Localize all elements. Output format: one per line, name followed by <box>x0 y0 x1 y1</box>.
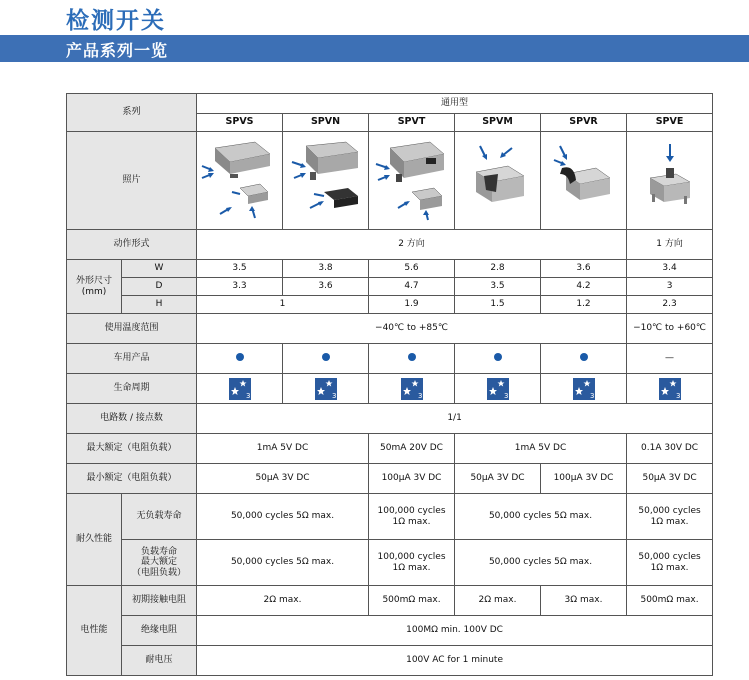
dim-h-label: H <box>122 296 197 314</box>
contact-spvs-spvn: 2Ω max. <box>197 586 369 616</box>
insulation-label: 绝缘电阻 <box>122 616 197 646</box>
model-spvn: SPVN <box>283 114 369 132</box>
durability-label: 耐久性能 <box>67 494 122 586</box>
temp-range-spve: −10℃ to +60℃ <box>627 314 713 344</box>
dim-w-spve: 3.4 <box>627 260 713 278</box>
model-spvt: SPVT <box>369 114 455 132</box>
section-title: 产品系列一览 <box>66 41 169 60</box>
lifecycle-stage-icon <box>487 378 509 400</box>
auto-spvn <box>283 344 369 374</box>
lifecycle-stage-icon <box>229 378 251 400</box>
dim-h-spvr: 1.2 <box>541 296 627 314</box>
svg-text:3: 3 <box>589 391 594 400</box>
noload-life-spve: 50,000 cycles 1Ω max. <box>627 494 713 540</box>
noload-life-label: 无负载寿命 <box>122 494 197 540</box>
dim-w-spvt: 5.6 <box>369 260 455 278</box>
switch-photo-spvt <box>372 134 452 224</box>
dim-h-spvm: 1.5 <box>455 296 541 314</box>
load-life-spvs-spvn: 50,000 cycles 5Ω max. <box>197 540 369 586</box>
max-rating-spvt: 50mA 20V DC <box>369 434 455 464</box>
load-life-spve: 50,000 cycles 1Ω max. <box>627 540 713 586</box>
dim-w-label: W <box>122 260 197 278</box>
spec-table <box>66 93 713 676</box>
switch-photo-spvs <box>200 134 280 224</box>
dim-h-spve: 2.3 <box>627 296 713 314</box>
dims-label: 外形尺寸 (mm) <box>67 260 122 314</box>
dim-w-spvm: 2.8 <box>455 260 541 278</box>
lifecycle-spvs <box>197 374 283 404</box>
min-rating-label: 最小额定（电阻负载） <box>67 464 197 494</box>
switch-photo-spvr <box>544 134 624 224</box>
auto-spvt <box>369 344 455 374</box>
circuits-value: 1/1 <box>197 404 713 434</box>
dim-d-spvm: 3.5 <box>455 278 541 296</box>
lifecycle-stage-icon <box>659 378 681 400</box>
auto-dot <box>580 353 588 361</box>
page-title: 检测开关 <box>66 8 166 34</box>
load-life-spvt: 100,000 cycles 1Ω max. <box>369 540 455 586</box>
noload-life-spvs-spvn: 50,000 cycles 5Ω max. <box>197 494 369 540</box>
auto-spvm <box>455 344 541 374</box>
max-rating-spvs-spvn: 1mA 5V DC <box>197 434 369 464</box>
photo-spvr <box>541 132 627 230</box>
max-rating-spvm-spvr: 1mA 5V DC <box>455 434 627 464</box>
temp-label: 使用温度范围 <box>67 314 197 344</box>
svg-text:3: 3 <box>331 391 336 400</box>
min-rating-spvs-spvn: 50μA 3V DC <box>197 464 369 494</box>
lifecycle-spvr <box>541 374 627 404</box>
dim-d-spvt: 4.7 <box>369 278 455 296</box>
max-rating-spve: 0.1A 30V DC <box>627 434 713 464</box>
model-spvs: SPVS <box>197 114 283 132</box>
switch-photo-spvn <box>286 134 366 224</box>
max-rating-label: 最大额定（电阻负载） <box>67 434 197 464</box>
lifecycle-label: 生命周期 <box>67 374 197 404</box>
auto-spvr <box>541 344 627 374</box>
voltage-label: 耐电压 <box>122 646 197 676</box>
svg-text:3: 3 <box>417 391 422 400</box>
auto-dot <box>494 353 502 361</box>
svg-text:3: 3 <box>675 391 681 400</box>
dim-w-spvn: 3.8 <box>283 260 369 278</box>
dim-w-spvr: 3.6 <box>541 260 627 278</box>
photo-spvs <box>197 132 283 230</box>
dim-d-spvr: 4.2 <box>541 278 627 296</box>
switch-photo-spvm <box>458 134 538 224</box>
voltage-value: 100V AC for 1 minute <box>197 646 713 676</box>
lifecycle-stage-icon <box>315 378 337 400</box>
section-band <box>0 35 749 62</box>
dim-d-spve: 3 <box>627 278 713 296</box>
photo-spvm <box>455 132 541 230</box>
min-rating-spvt: 100μA 3V DC <box>369 464 455 494</box>
contact-spve: 500mΩ max. <box>627 586 713 616</box>
auto-dot <box>408 353 416 361</box>
photo-label: 照片 <box>67 132 197 230</box>
min-rating-spvr: 100μA 3V DC <box>541 464 627 494</box>
photo-spvn <box>283 132 369 230</box>
insulation-value: 100MΩ min. 100V DC <box>197 616 713 646</box>
action-one-direction: 1 方向 <box>627 230 713 260</box>
photo-spve <box>627 132 713 230</box>
dim-d-spvn: 3.6 <box>283 278 369 296</box>
noload-life-spvt: 100,000 cycles 1Ω max. <box>369 494 455 540</box>
model-spve: SPVE <box>627 114 713 132</box>
temp-range-general: −40℃ to +85℃ <box>197 314 627 344</box>
dim-w-spvs: 3.5 <box>197 260 283 278</box>
auto-spve: — <box>627 344 713 374</box>
dim-d-spvs: 3.3 <box>197 278 283 296</box>
lifecycle-spve <box>627 374 713 404</box>
series-label: 系列 <box>67 94 197 132</box>
switch-photo-spve <box>630 134 710 224</box>
action-two-direction: 2 方向 <box>197 230 627 260</box>
action-label: 动作形式 <box>67 230 197 260</box>
dim-d-label: D <box>122 278 197 296</box>
general-type-header: 通用型 <box>197 94 713 114</box>
contact-spvm: 2Ω max. <box>455 586 541 616</box>
lifecycle-spvn <box>283 374 369 404</box>
electrical-label: 电性能 <box>67 586 122 676</box>
auto-spvs <box>197 344 283 374</box>
lifecycle-stage-icon <box>401 378 423 400</box>
photo-spvt <box>369 132 455 230</box>
load-life-label: 负载寿命 最大额定 （电阻负载） <box>122 540 197 586</box>
load-life-spvm-spvr: 50,000 cycles 5Ω max. <box>455 540 627 586</box>
auto-dot <box>236 353 244 361</box>
auto-label: 车用产品 <box>67 344 197 374</box>
dim-h-spvt: 1.9 <box>369 296 455 314</box>
lifecycle-stage-icon <box>573 378 595 400</box>
contact-spvt: 500mΩ max. <box>369 586 455 616</box>
auto-dot <box>322 353 330 361</box>
model-spvr: SPVR <box>541 114 627 132</box>
min-rating-spvm: 50μA 3V DC <box>455 464 541 494</box>
lifecycle-spvt <box>369 374 455 404</box>
contact-spvr: 3Ω max. <box>541 586 627 616</box>
model-spvm: SPVM <box>455 114 541 132</box>
lifecycle-spvm <box>455 374 541 404</box>
contact-resistance-label: 初期接触电阻 <box>122 586 197 616</box>
noload-life-spvm-spvr: 50,000 cycles 5Ω max. <box>455 494 627 540</box>
circuits-label: 电路数 / 接点数 <box>67 404 197 434</box>
dim-h-spvs-spvn: 1 <box>197 296 369 314</box>
min-rating-spve: 50μA 3V DC <box>627 464 713 494</box>
svg-text:3: 3 <box>503 391 508 400</box>
svg-text:3: 3 <box>245 391 250 400</box>
